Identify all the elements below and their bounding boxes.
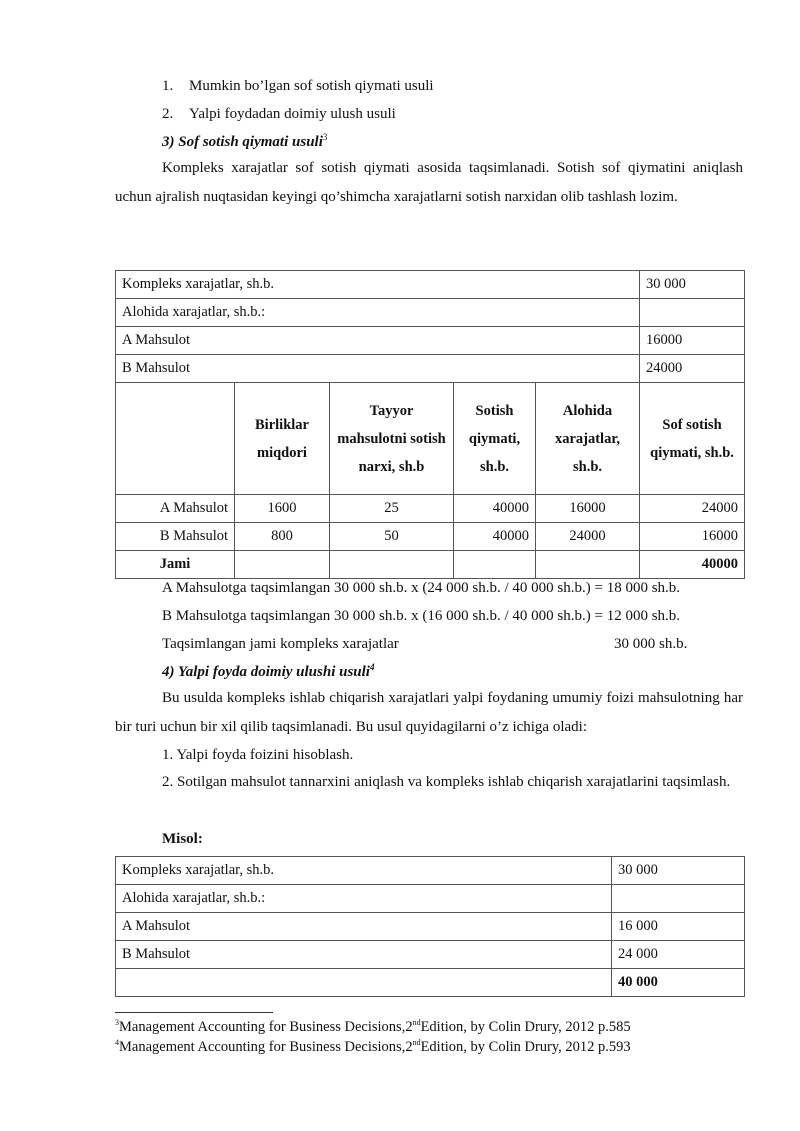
- table-cell-label: Alohida xarajatlar, sh.b.:: [116, 885, 612, 913]
- cost-table: [115, 270, 745, 579]
- footnote-number: 3: [115, 1018, 119, 1028]
- footnote-text: Edition, by Colin Drury, 2012 p.585: [420, 1019, 631, 1035]
- table-cell: 1600: [235, 495, 330, 523]
- table-cell-value: 16000: [640, 327, 745, 355]
- table-cell-label: Kompleks xarajatlar, sh.b.: [116, 271, 640, 299]
- table-cell-label: Alohida xarajatlar, sh.b.:: [116, 299, 640, 327]
- table-cell: 25: [330, 495, 454, 523]
- list-item: [162, 104, 396, 124]
- table-row: [116, 913, 745, 941]
- footnote-text: Management Accounting for Business Decisions,2: [119, 1019, 413, 1035]
- example-table: [115, 856, 745, 997]
- table-cell: 24000: [640, 495, 745, 523]
- total-value: 40 000: [612, 969, 745, 997]
- table-cell: [536, 551, 640, 579]
- table-cell: A Mahsulot: [116, 495, 235, 523]
- list-number: 2.: [162, 106, 174, 122]
- table-cell-value: 24000: [640, 355, 745, 383]
- table-cell-value: 30 000: [612, 857, 745, 885]
- table-cell-value: 16 000: [612, 913, 745, 941]
- table-cell: 40000: [454, 495, 536, 523]
- footnote-number: 4: [115, 1038, 119, 1048]
- table-cell: 16000: [536, 495, 640, 523]
- footnote-ref: 3: [322, 132, 328, 142]
- table-cell: B Mahsulot: [116, 523, 235, 551]
- table-row: [116, 523, 745, 551]
- example-label: Misol:: [162, 831, 203, 847]
- table-row: [116, 271, 745, 299]
- calc-line: B Mahsulotga taqsimlangan 30 000 sh.b. x (16 000 sh.b. / 40 000 sh.b.) = 12 000 sh.b.: [162, 608, 681, 624]
- total-value: 40000: [640, 551, 745, 579]
- table-row: [116, 857, 745, 885]
- table-cell: 800: [235, 523, 330, 551]
- table-row: [116, 355, 745, 383]
- table-cell-value: [640, 299, 745, 327]
- footnote-ref: 4: [369, 662, 375, 672]
- table-header-cell: Alohida xarajatlar, sh.b.: [536, 383, 640, 495]
- table-cell-label: A Mahsulot: [116, 913, 612, 941]
- section-heading-text: 3) Sof sotish qiymati usuli: [162, 134, 323, 150]
- list-item: [162, 76, 434, 96]
- table-row: [116, 941, 745, 969]
- table-cell-label: [116, 969, 612, 997]
- table-cell: [235, 551, 330, 579]
- table-total-row: [116, 969, 745, 997]
- paragraph: Kompleks xarajatlar sof sotish qiymati asosida taqsimlanadi. Sotish sof qiymatini aniqlash uchun ajralish nuqtasidan keyingi qo’shimcha xarajatlarni sotish narxidan olib tashlash lozim.: [115, 160, 743, 205]
- list-text: Mumkin bo’lgan sof sotish qiymati usuli: [189, 78, 434, 94]
- table-cell-label: Kompleks xarajatlar, sh.b.: [116, 857, 612, 885]
- table-cell-value: [612, 885, 745, 913]
- table-header-cell: Birliklar miqdori: [235, 383, 330, 495]
- calc-total-value: 30 000 sh.b.: [614, 636, 688, 652]
- total-label: Jami: [116, 551, 235, 579]
- table-header-cell: [116, 383, 235, 495]
- calc-total-label: Taqsimlangan jami kompleks xarajatlar: [162, 636, 399, 652]
- table-row: [116, 885, 745, 913]
- footnote-separator: [115, 1012, 273, 1013]
- section-heading: [162, 132, 327, 152]
- table-cell-label: B Mahsulot: [116, 355, 640, 383]
- table-cell-value: 24 000: [612, 941, 745, 969]
- table-header-row: [116, 383, 745, 495]
- table-cell: 24000: [536, 523, 640, 551]
- section-heading: [162, 662, 374, 682]
- footnote-text: Edition, by Colin Drury, 2012 p.593: [420, 1039, 631, 1055]
- calc-line: A Mahsulotga taqsimlangan 30 000 sh.b. x (24 000 sh.b. / 40 000 sh.b.) = 18 000 sh.b.: [162, 580, 681, 596]
- table-header-cell: Sotish qiymati, sh.b.: [454, 383, 536, 495]
- section-heading-text: 4) Yalpi foyda doimiy ulushi usuli: [162, 664, 370, 680]
- table-row: [116, 495, 745, 523]
- table-cell: 16000: [640, 523, 745, 551]
- table-cell: 40000: [454, 523, 536, 551]
- footnote: [115, 1018, 631, 1036]
- footnote: [115, 1038, 631, 1056]
- step-item: 1. Yalpi foyda foizini hisoblash.: [162, 747, 354, 763]
- list-number: 1.: [162, 78, 174, 94]
- footnote-text: Management Accounting for Business Decisions,2: [119, 1039, 413, 1055]
- table-cell-label: A Mahsulot: [116, 327, 640, 355]
- table-cell-value: 30 000: [640, 271, 745, 299]
- footnote-superscript: nd: [412, 1038, 421, 1048]
- list-text: Yalpi foydadan doimiy ulush usuli: [189, 106, 396, 122]
- table-row: [116, 299, 745, 327]
- footnote-superscript: nd: [412, 1018, 421, 1028]
- table-row: [116, 327, 745, 355]
- table-header-cell: Tayyor mahsulotni sotish narxi, sh.b: [330, 383, 454, 495]
- table-cell: 50: [330, 523, 454, 551]
- table-header-cell: Sof sotish qiymati, sh.b.: [640, 383, 745, 495]
- paragraph: Bu usulda kompleks ishlab chiqarish xarajatlari yalpi foydaning umumiy foizi mahsulotning har bir turi uchun bir xil qilib taqsimlanadi. Bu usul quyidagilarni o’z ichiga oladi:: [115, 690, 743, 735]
- table-total-row: [116, 551, 745, 579]
- step-item: 2. Sotilgan mahsulot tannarxini aniqlash va kompleks ishlab chiqarish xarajatlarini taqsimlash.: [162, 774, 731, 790]
- table-cell: [454, 551, 536, 579]
- table-cell: [330, 551, 454, 579]
- table-cell-label: B Mahsulot: [116, 941, 612, 969]
